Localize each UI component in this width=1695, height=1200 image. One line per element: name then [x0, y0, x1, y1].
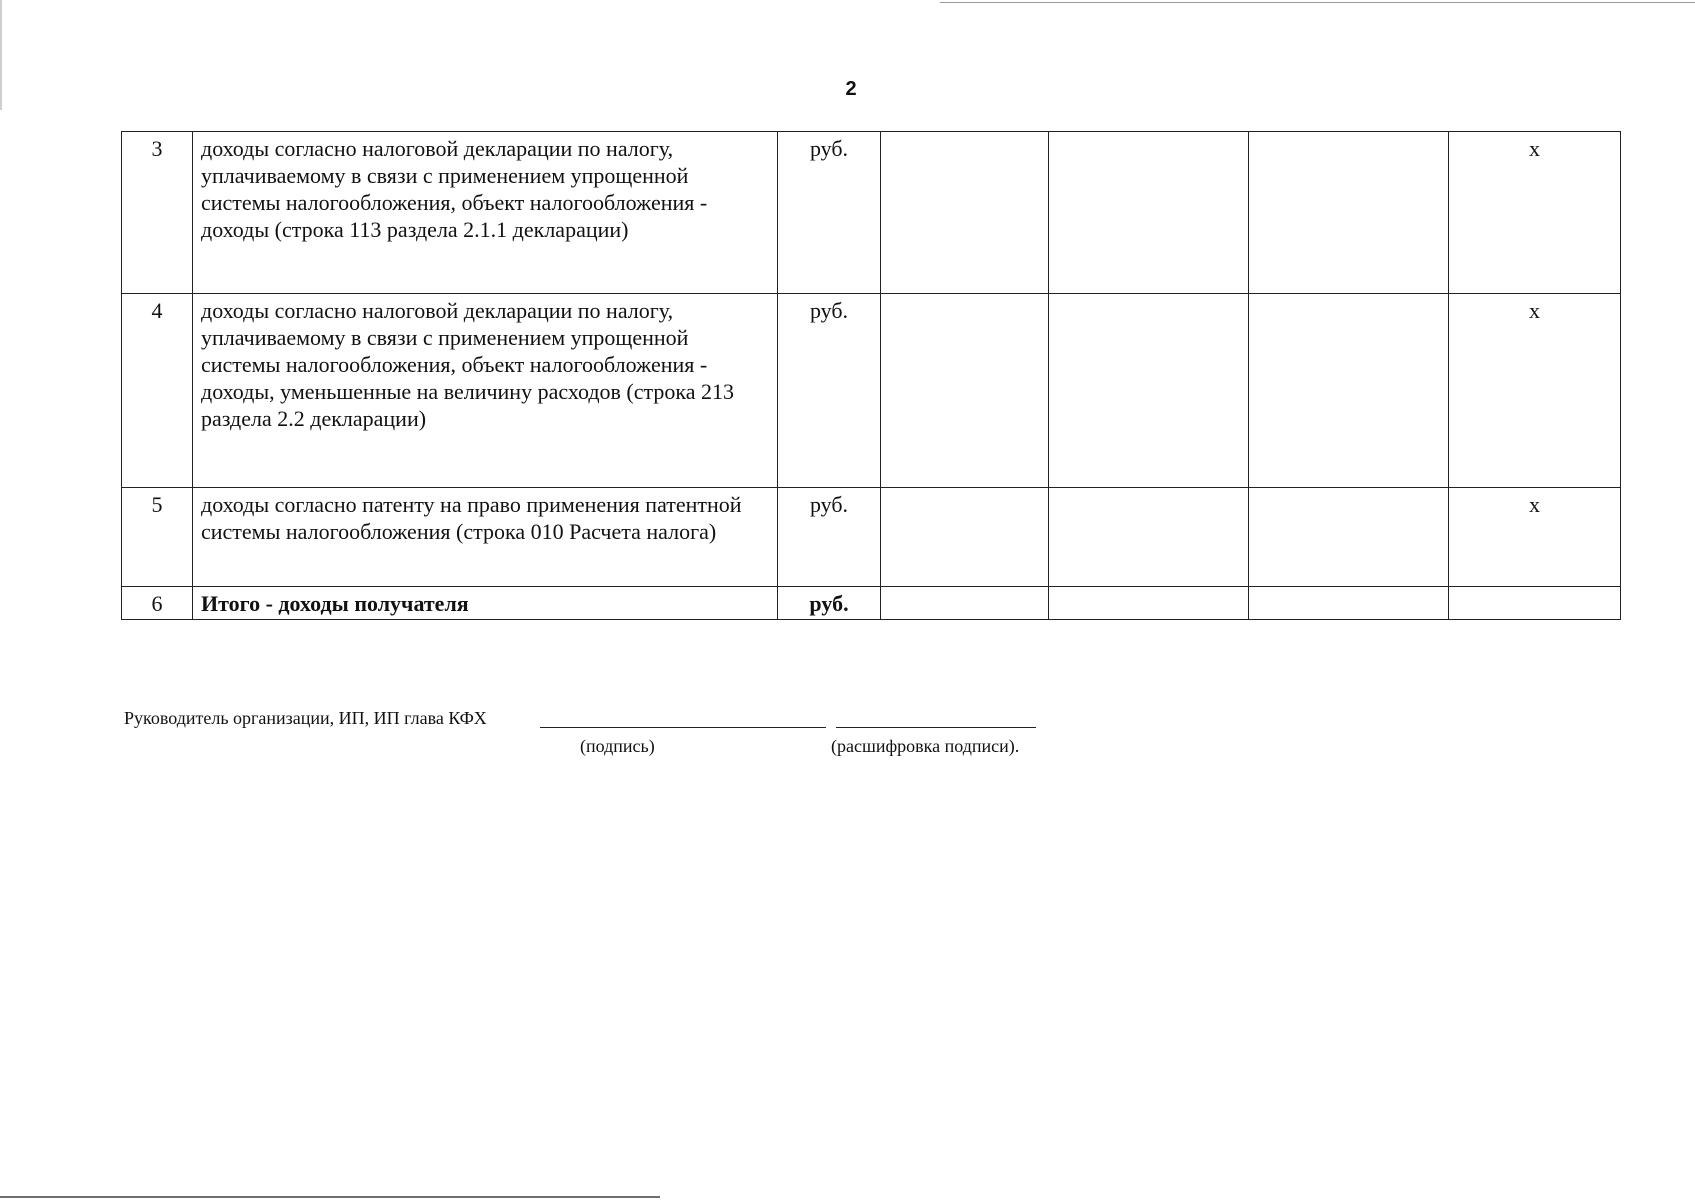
signature-line: [540, 727, 826, 728]
row-number: 5: [122, 488, 193, 587]
table-row-3: [122, 132, 1621, 294]
income-table: [121, 131, 1621, 620]
table-row-4: [122, 294, 1621, 488]
mark-cell: х: [1449, 488, 1621, 587]
table-row-5: [122, 488, 1621, 587]
value-cell: [1049, 488, 1249, 587]
row-description: доходы согласно патенту на право применения патентной системы налогообложения (строка 010 Расчета налога): [193, 488, 778, 587]
value-cell: [1249, 294, 1449, 488]
row-number: 4: [122, 294, 193, 488]
value-cell: [1049, 294, 1249, 488]
scan-artifact-bottom-line: [0, 1196, 660, 1198]
row-number: 3: [122, 132, 193, 294]
mark-cell: х: [1449, 132, 1621, 294]
value-cell: [1049, 132, 1249, 294]
value-cell: [1249, 132, 1449, 294]
signature-decoding-line: [836, 727, 1036, 728]
signature-caption: (подпись): [580, 736, 655, 756]
mark-cell: [1449, 587, 1621, 620]
scan-artifact-top-line: [940, 2, 1695, 3]
page-number: 2: [845, 78, 857, 100]
value-cell: [881, 132, 1049, 294]
scan-artifact-left-edge: [0, 0, 2, 110]
table-row-total: [122, 587, 1621, 620]
row-description: доходы согласно налоговой декларации по налогу, уплачиваемому в связи с применением упрощенной системы налогообложения, объект налогообложения - доходы, уменьшенные на величину расходов (строка 213 раздела 2.2 декларации): [193, 294, 778, 488]
row-unit: руб.: [778, 488, 881, 587]
mark-cell: х: [1449, 294, 1621, 488]
value-cell: [881, 294, 1049, 488]
row-number: 6: [122, 587, 193, 620]
value-cell: [881, 488, 1049, 587]
row-unit: руб.: [778, 132, 881, 294]
value-cell: [1249, 587, 1449, 620]
value-cell: [881, 587, 1049, 620]
row-unit: руб.: [778, 294, 881, 488]
row-description: доходы согласно налоговой декларации по налогу, уплачиваемому в связи с применением упрощенной системы налогообложения, объект налогообложения - доходы (строка 113 раздела 2.1.1 декларации): [193, 132, 778, 294]
signature-decoding-caption: (расшифровка подписи).: [831, 736, 1020, 756]
row-unit: руб.: [778, 587, 881, 620]
value-cell: [1249, 488, 1449, 587]
signature-label: Руководитель организации, ИП, ИП глава КФХ: [124, 708, 487, 728]
row-description: Итого - доходы получателя: [193, 587, 778, 620]
value-cell: [1049, 587, 1249, 620]
signature-block: [124, 708, 1124, 768]
